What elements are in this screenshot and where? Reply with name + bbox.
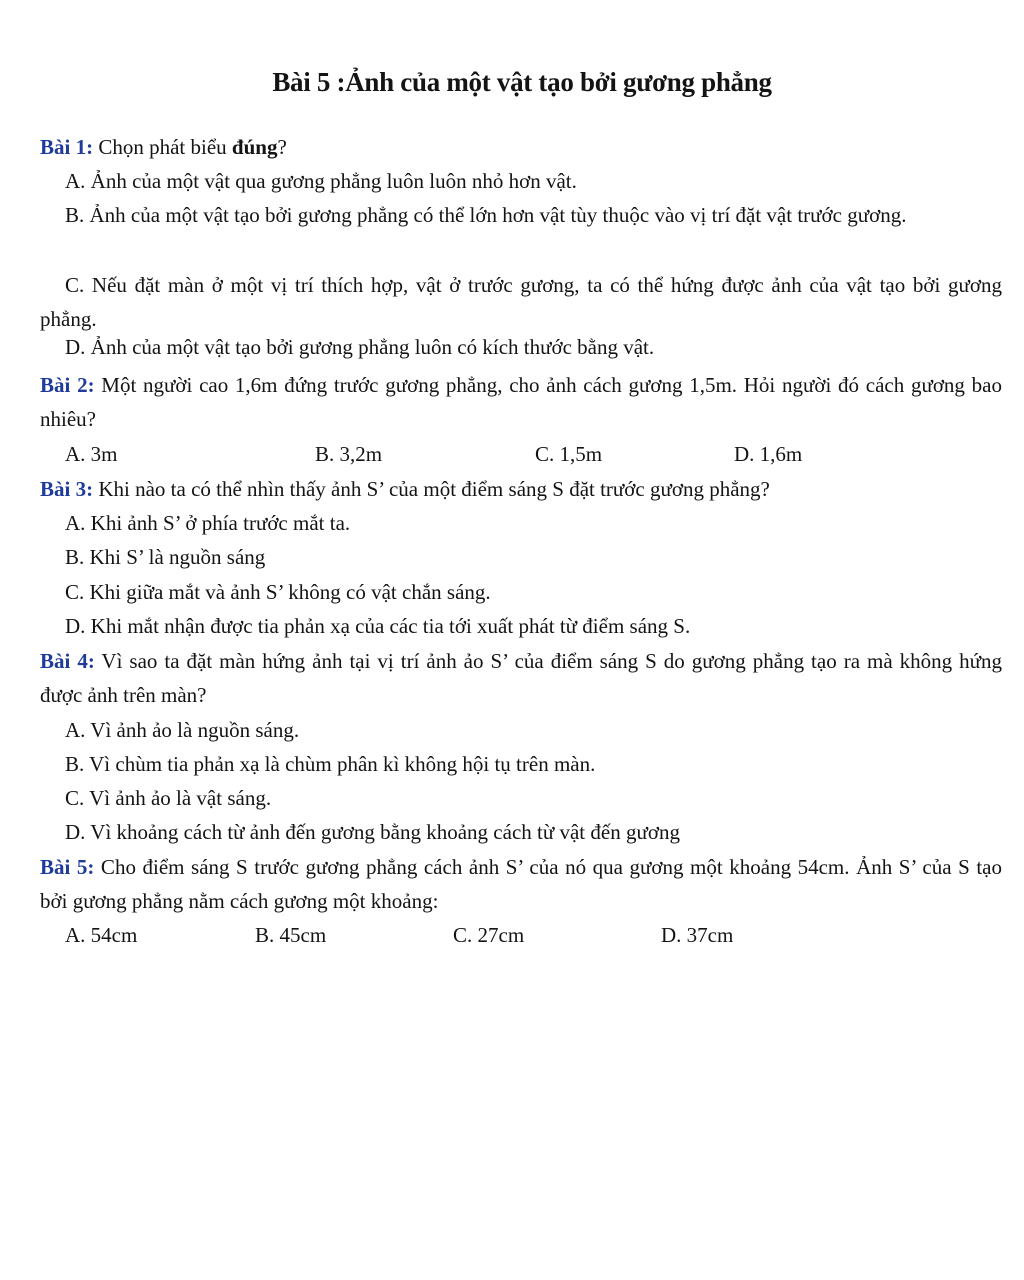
question-2-option-c: C. 1,5m [535, 442, 603, 466]
question-2-option-d: D. 1,6m [734, 442, 803, 466]
question-3-option-b: B. Khi S’ là nguồn sáng [65, 545, 266, 569]
question-4-option-b: B. Vì chùm tia phản xạ là chùm phân kì không hội tụ trên màn. [65, 752, 596, 776]
question-4-option-a: A. Vì ảnh ảo là nguồn sáng. [65, 718, 300, 742]
question-4-option-d: D. Vì khoảng cách từ ảnh đến gương bằng khoảng cách từ vật đến gương [65, 820, 680, 844]
question-5-option-a: A. 54cm [65, 923, 138, 947]
question-5-stem [40, 850, 1002, 918]
question-5-option-b: B. 45cm [255, 923, 327, 947]
question-4-label: Bài 4: [40, 649, 95, 673]
page-title: Bài 5 :Ảnh của một vật tạo bởi gương phẳng [272, 67, 772, 97]
question-1-emphasis: đúng [231, 135, 278, 159]
question-3-option-a: A. Khi ảnh S’ ở phía trước mắt ta. [65, 511, 351, 535]
question-3-option-d: D. Khi mắt nhận được tia phản xạ của các tia tới xuất phát từ điểm sáng S. [65, 614, 691, 638]
question-3-label: Bài 3: [40, 477, 94, 501]
question-3-text: Khi nào ta có thể nhìn thấy ảnh S’ của một điểm sáng S đặt trước gương phẳng? [93, 477, 770, 501]
question-1-option-b: B. Ảnh của một vật tạo bởi gương phẳng có thể lớn hơn vật tùy thuộc vào vị trí đặt vật trước gương. [65, 203, 907, 227]
question-4-text: Vì sao ta đặt màn hứng ảnh tại vị trí ảnh ảo S’ của điểm sáng S do gương phẳng tạo ra mà không hứng được ảnh trên màn? [40, 649, 1002, 707]
question-3-stem [40, 472, 1002, 506]
question-1-label: Bài 1: [40, 135, 94, 159]
question-5-option-c: C. 27cm [453, 923, 525, 947]
question-1-text-after: ? [277, 135, 287, 159]
question-1-option-a: A. Ảnh của một vật qua gương phẳng luôn luôn nhỏ hơn vật. [65, 169, 577, 193]
question-2-stem [40, 368, 1002, 436]
question-2-option-b: B. 3,2m [315, 442, 383, 466]
question-4-option-c: C. Vì ảnh ảo là vật sáng. [65, 786, 272, 810]
question-1-stem [40, 130, 1002, 164]
question-5-text: Cho điểm sáng S trước gương phẳng cách ảnh S’ của nó qua gương một khoảng 54cm. Ảnh S’ của S tạo bởi gương phẳng nằm cách gương một khoảng: [40, 855, 1003, 913]
question-3-option-c: C. Khi giữa mắt và ảnh S’ không có vật chắn sáng. [65, 580, 491, 604]
question-5-option-d: D. 37cm [661, 923, 734, 947]
question-5-label: Bài 5: [40, 855, 95, 879]
question-1-option-c: C. Nếu đặt màn ở một vị trí thích hợp, vật ở trước gương, ta có thể hứng được ảnh của vật tạo bởi gương phẳng. [40, 273, 1002, 331]
question-1-option-d: D. Ảnh của một vật tạo bởi gương phẳng luôn có kích thước bằng vật. [65, 335, 655, 359]
question-2-label: Bài 2: [40, 373, 95, 397]
question-2-text: Một người cao 1,6m đứng trước gương phẳng, cho ảnh cách gương 1,5m. Hỏi người đó cách gương bao nhiêu? [40, 373, 1002, 431]
question-1-text-before: Chọn phát biểu [93, 135, 232, 159]
question-4-stem [40, 644, 1002, 712]
question-2-option-a: A. 3m [65, 442, 118, 466]
